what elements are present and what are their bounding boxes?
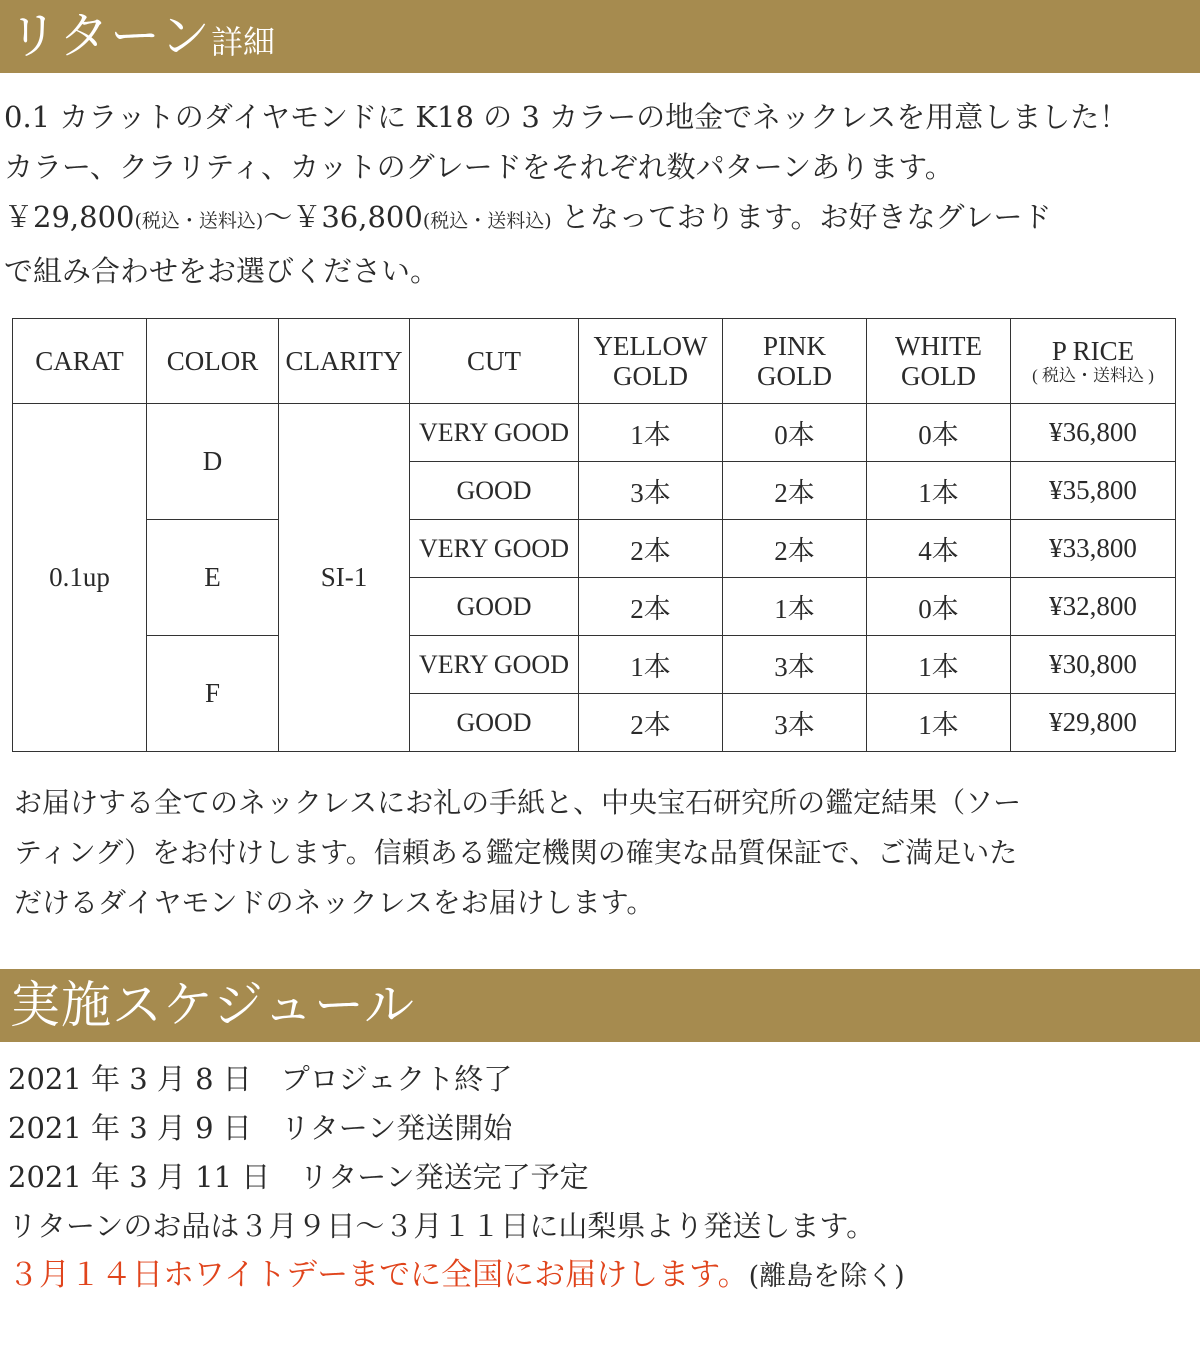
cut-cell: VERY GOOD — [410, 520, 579, 578]
header-white-line2: GOLD — [901, 361, 976, 391]
tax-note-1: (税込・送料込) — [134, 210, 264, 232]
price-cell: ¥35,800 — [1011, 462, 1176, 520]
intro-price-line — [4, 192, 1200, 246]
price-cell: ¥29,800 — [1011, 694, 1176, 752]
schedule-header — [0, 969, 1200, 1042]
return-title-main: リターン — [8, 7, 211, 65]
carat-cell: 0.1up — [13, 404, 147, 752]
pink-count-cell: 2本 — [723, 520, 867, 578]
schedule-highlight-line — [8, 1251, 1198, 1301]
notes-line-2: ティング）をお付けします。信頼ある鑑定機関の確実な品質保証で、ご満足いた — [14, 836, 1018, 869]
intro-line-1: 0.1 カラットのダイヤモンドに K18 の 3 カラーの地金でネックレスを用意しました！ — [4, 100, 1129, 134]
pink-count-cell: 1本 — [723, 578, 867, 636]
header-price — [1011, 319, 1176, 404]
white-count-cell: 0本 — [867, 404, 1011, 462]
cut-cell: GOOD — [410, 694, 579, 752]
header-price-label: P RICE — [1051, 336, 1135, 366]
price-tail: となっております。お好きなグレード — [551, 200, 1052, 234]
intro-line-2: カラー、クラリティ、カットのグレードをそれぞれ数パターンあります。 — [4, 150, 954, 184]
table-header-row — [13, 319, 1176, 404]
table-row — [13, 636, 1176, 694]
schedule-line-3: 2021 年 3 月 11 日 リターン発送完了予定 — [8, 1160, 589, 1194]
notes-line-1: お届けする全てのネックレスにお礼の手紙と、中央宝石研究所の鑑定結果（ソー — [14, 786, 1022, 819]
white-count-cell: 1本 — [867, 636, 1011, 694]
header-white-line1: WHITE — [895, 331, 982, 361]
header-white-gold — [867, 319, 1011, 404]
yellow-count-cell: 2本 — [579, 578, 723, 636]
white-count-cell: 1本 — [867, 694, 1011, 752]
price-cell: ¥33,800 — [1011, 520, 1176, 578]
clarity-cell: SI-1 — [279, 404, 410, 752]
white-count-cell: 1本 — [867, 462, 1011, 520]
white-count-cell: 0本 — [867, 578, 1011, 636]
return-title-sub: 詳細 — [211, 23, 276, 61]
header-yellow-gold — [579, 319, 723, 404]
return-details-header — [0, 0, 1200, 73]
yellow-count-cell: 3本 — [579, 462, 723, 520]
table-row — [13, 404, 1176, 462]
notes-line-3: だけるダイヤモンドのネックレスをお届けします。 — [14, 886, 655, 919]
intro-line-last: で組み合わせをお選びください。 — [4, 254, 440, 288]
color-cell-f: F — [147, 636, 279, 752]
header-cut: CUT — [410, 319, 579, 404]
header-yellow-line1: YELLOW — [593, 331, 708, 361]
header-clarity: CLARITY — [279, 319, 410, 404]
pink-count-cell: 0本 — [723, 404, 867, 462]
pink-count-cell: 2本 — [723, 462, 867, 520]
yellow-count-cell: 1本 — [579, 636, 723, 694]
header-pink-gold — [723, 319, 867, 404]
pink-count-cell: 3本 — [723, 694, 867, 752]
appraisal-notes — [14, 778, 1184, 928]
tax-note-2: (税込・送料込) — [422, 210, 552, 232]
white-day-delivery-notice: ３月１４日ホワイトデーまでに全国にお届けします。 — [8, 1257, 749, 1293]
price-cell: ¥32,800 — [1011, 578, 1176, 636]
header-carat: CARAT — [13, 319, 147, 404]
header-pink-line1: PINK — [762, 331, 826, 361]
cut-cell: GOOD — [410, 578, 579, 636]
header-color: COLOR — [147, 319, 279, 404]
yellow-count-cell: 2本 — [579, 694, 723, 752]
pink-count-cell: 3本 — [723, 636, 867, 694]
header-price-note: ( 税込・送料込 ) — [1032, 366, 1154, 385]
price-high: ￥36,800 — [292, 200, 423, 234]
price-cell: ¥30,800 — [1011, 636, 1176, 694]
yellow-count-cell: 1本 — [579, 404, 723, 462]
schedule-line-4: リターンのお品は３月９日～３月１１日に山梨県より発送します。 — [8, 1209, 876, 1243]
header-pink-line2: GOLD — [757, 361, 832, 391]
table-row — [13, 520, 1176, 578]
price-low: ￥29,800 — [4, 200, 135, 234]
white-count-cell: 4本 — [867, 520, 1011, 578]
necklace-spec-table — [12, 318, 1176, 752]
header-yellow-line2: GOLD — [613, 361, 688, 391]
price-tilde: ～ — [263, 200, 293, 234]
color-cell-e: E — [147, 520, 279, 636]
cut-cell: GOOD — [410, 462, 579, 520]
schedule-line-2: 2021 年 3 月 9 日 リターン発送開始 — [8, 1111, 513, 1145]
schedule-line-1: 2021 年 3 月 8 日 プロジェクト終了 — [8, 1062, 513, 1096]
yellow-count-cell: 2本 — [579, 520, 723, 578]
cut-cell: VERY GOOD — [410, 636, 579, 694]
schedule-list — [8, 1055, 1198, 1301]
return-intro — [4, 92, 1200, 296]
remote-islands-note: (離島を除く) — [748, 1261, 905, 1292]
color-cell-d: D — [147, 404, 279, 520]
schedule-title: 実施スケジュール — [10, 976, 415, 1034]
price-cell: ¥36,800 — [1011, 404, 1176, 462]
cut-cell: VERY GOOD — [410, 404, 579, 462]
